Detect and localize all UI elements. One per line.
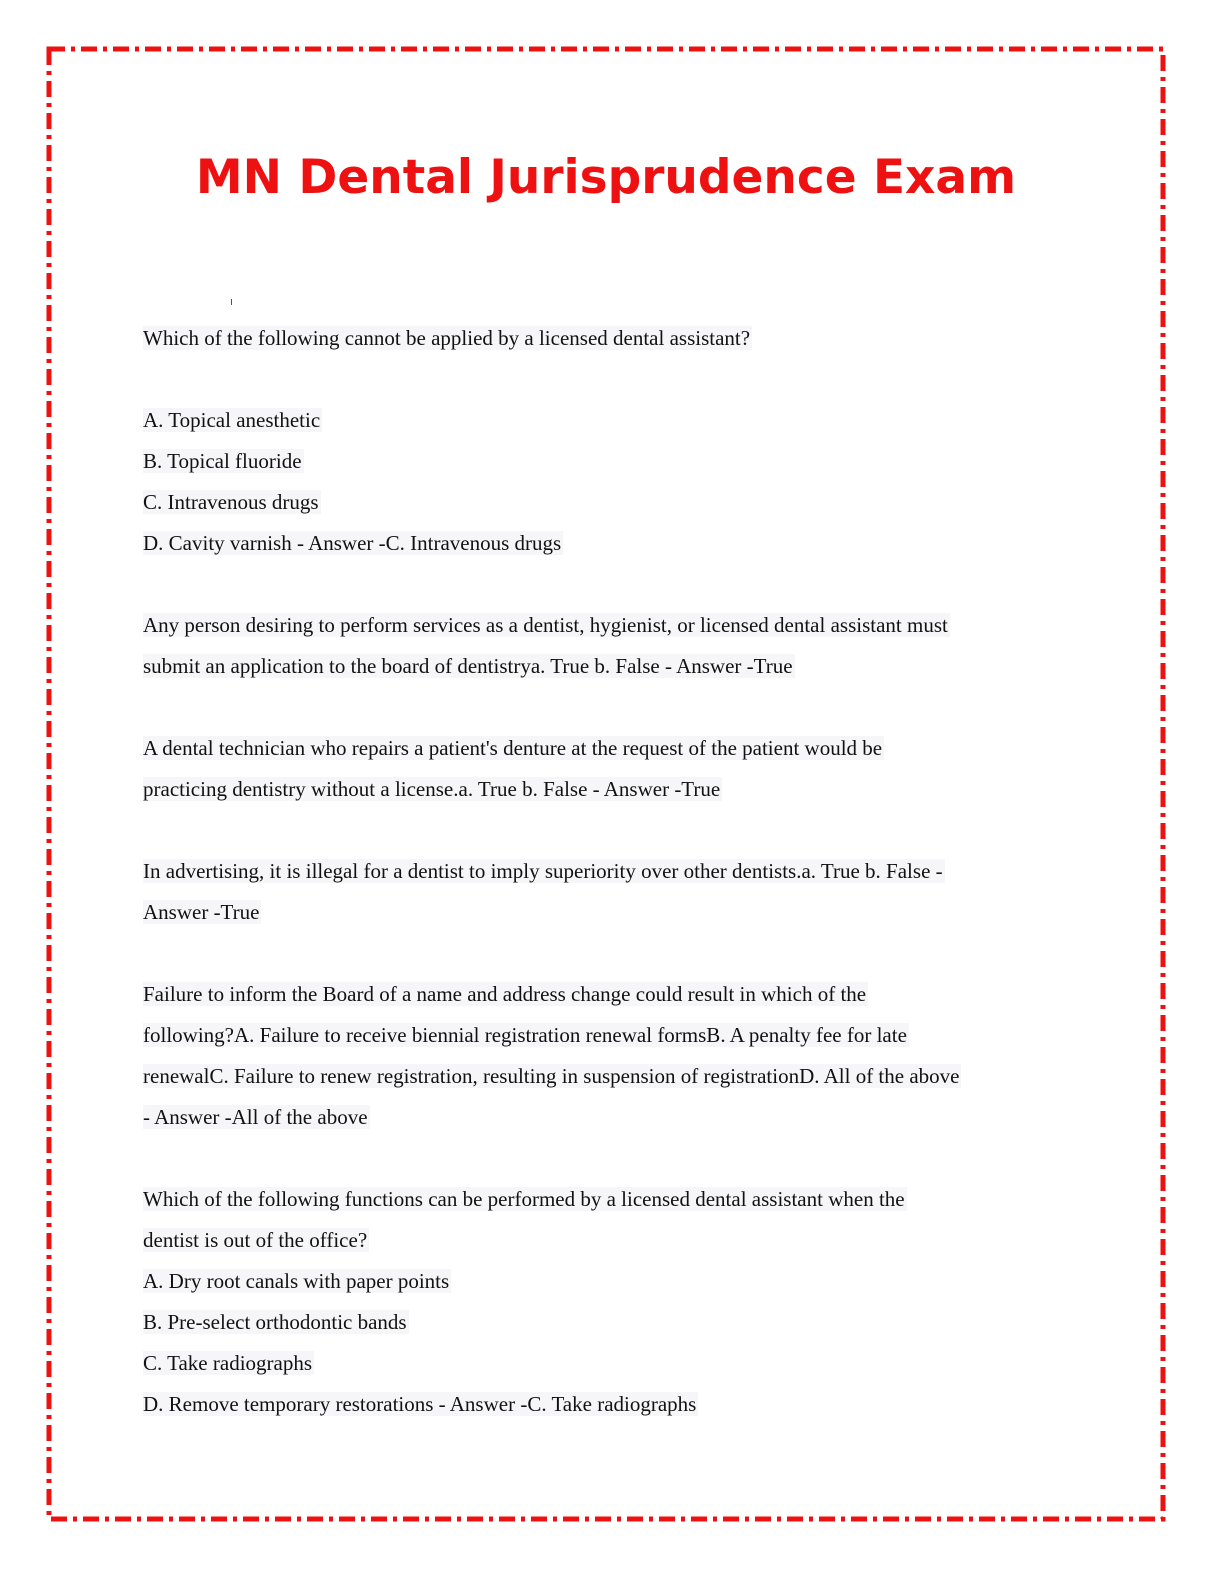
- line-text: D. Remove temporary restorations - Answer -C. Take radiographs: [143, 1392, 697, 1416]
- text-line: [143, 1220, 1083, 1261]
- line-text: practicing dentistry without a license.a. True b. False - Answer -True: [143, 777, 721, 801]
- line-text: submit an application to the board of dentistrya. True b. False - Answer -True: [143, 654, 793, 678]
- line-text: Failure to inform the Board of a name and address change could result in which of the: [143, 982, 867, 1006]
- text-line: [143, 1015, 1083, 1056]
- line-text: A. Dry root canals with paper points: [143, 1269, 450, 1293]
- text-line: [143, 1343, 1083, 1384]
- line-text: A dental technician who repairs a patient's denture at the request of the patient would be: [143, 736, 883, 760]
- text-line: [143, 1056, 1083, 1097]
- line-text: B. Pre-select orthodontic bands: [143, 1310, 407, 1334]
- block-spacer: [143, 687, 1083, 728]
- text-line: [143, 1384, 1083, 1425]
- text-line: [143, 523, 1083, 564]
- text-line: [143, 318, 1083, 359]
- red-tick-mark: [231, 299, 232, 305]
- question-block: [143, 400, 1083, 564]
- text-line: [143, 400, 1083, 441]
- question-block: [143, 318, 1083, 359]
- text-line: [143, 482, 1083, 523]
- text-line: [143, 441, 1083, 482]
- question-block: [143, 728, 1083, 810]
- text-line: [143, 1302, 1083, 1343]
- block-spacer: [143, 810, 1083, 851]
- block-spacer: [143, 933, 1083, 974]
- text-line: [143, 728, 1083, 769]
- line-text: Which of the following functions can be performed by a licensed dental assistant when the: [143, 1187, 905, 1211]
- exam-content: [143, 318, 1083, 1425]
- line-text: Answer -True: [143, 900, 260, 924]
- text-line: [143, 1179, 1083, 1220]
- question-block: [143, 1179, 1083, 1425]
- line-text: In advertising, it is illegal for a dentist to imply superiority over other dentists.a. True b. False -: [143, 859, 943, 883]
- block-spacer: [143, 359, 1083, 400]
- line-text: Any person desiring to perform services as a dentist, hygienist, or licensed dental assistant must: [143, 613, 948, 637]
- text-line: [143, 1261, 1083, 1302]
- question-block: [143, 605, 1083, 687]
- line-text: - Answer -All of the above: [143, 1105, 368, 1129]
- line-text: renewalC. Failure to renew registration, resulting in suspension of registrationD. All of the above: [143, 1064, 960, 1088]
- line-text: D. Cavity varnish - Answer -C. Intravenous drugs: [143, 531, 562, 555]
- line-text: A. Topical anesthetic: [143, 408, 321, 432]
- text-line: [143, 1097, 1083, 1138]
- line-text: dentist is out of the office?: [143, 1228, 368, 1252]
- text-line: [143, 769, 1083, 810]
- question-block: [143, 851, 1083, 933]
- line-text: following?A. Failure to receive biennial registration renewal formsB. A penalty fee for late: [143, 1023, 907, 1047]
- text-line: [143, 646, 1083, 687]
- line-text: Which of the following cannot be applied by a licensed dental assistant?: [143, 326, 751, 350]
- line-text: C. Intravenous drugs: [143, 490, 319, 514]
- page-title: MN Dental Jurisprudence Exam: [195, 150, 1017, 205]
- text-line: [143, 605, 1083, 646]
- block-spacer: [143, 564, 1083, 605]
- line-text: C. Take radiographs: [143, 1351, 313, 1375]
- question-block: [143, 974, 1083, 1138]
- line-text: B. Topical fluoride: [143, 449, 302, 473]
- text-line: [143, 851, 1083, 892]
- text-line: [143, 892, 1083, 933]
- block-spacer: [143, 1138, 1083, 1179]
- text-line: [143, 974, 1083, 1015]
